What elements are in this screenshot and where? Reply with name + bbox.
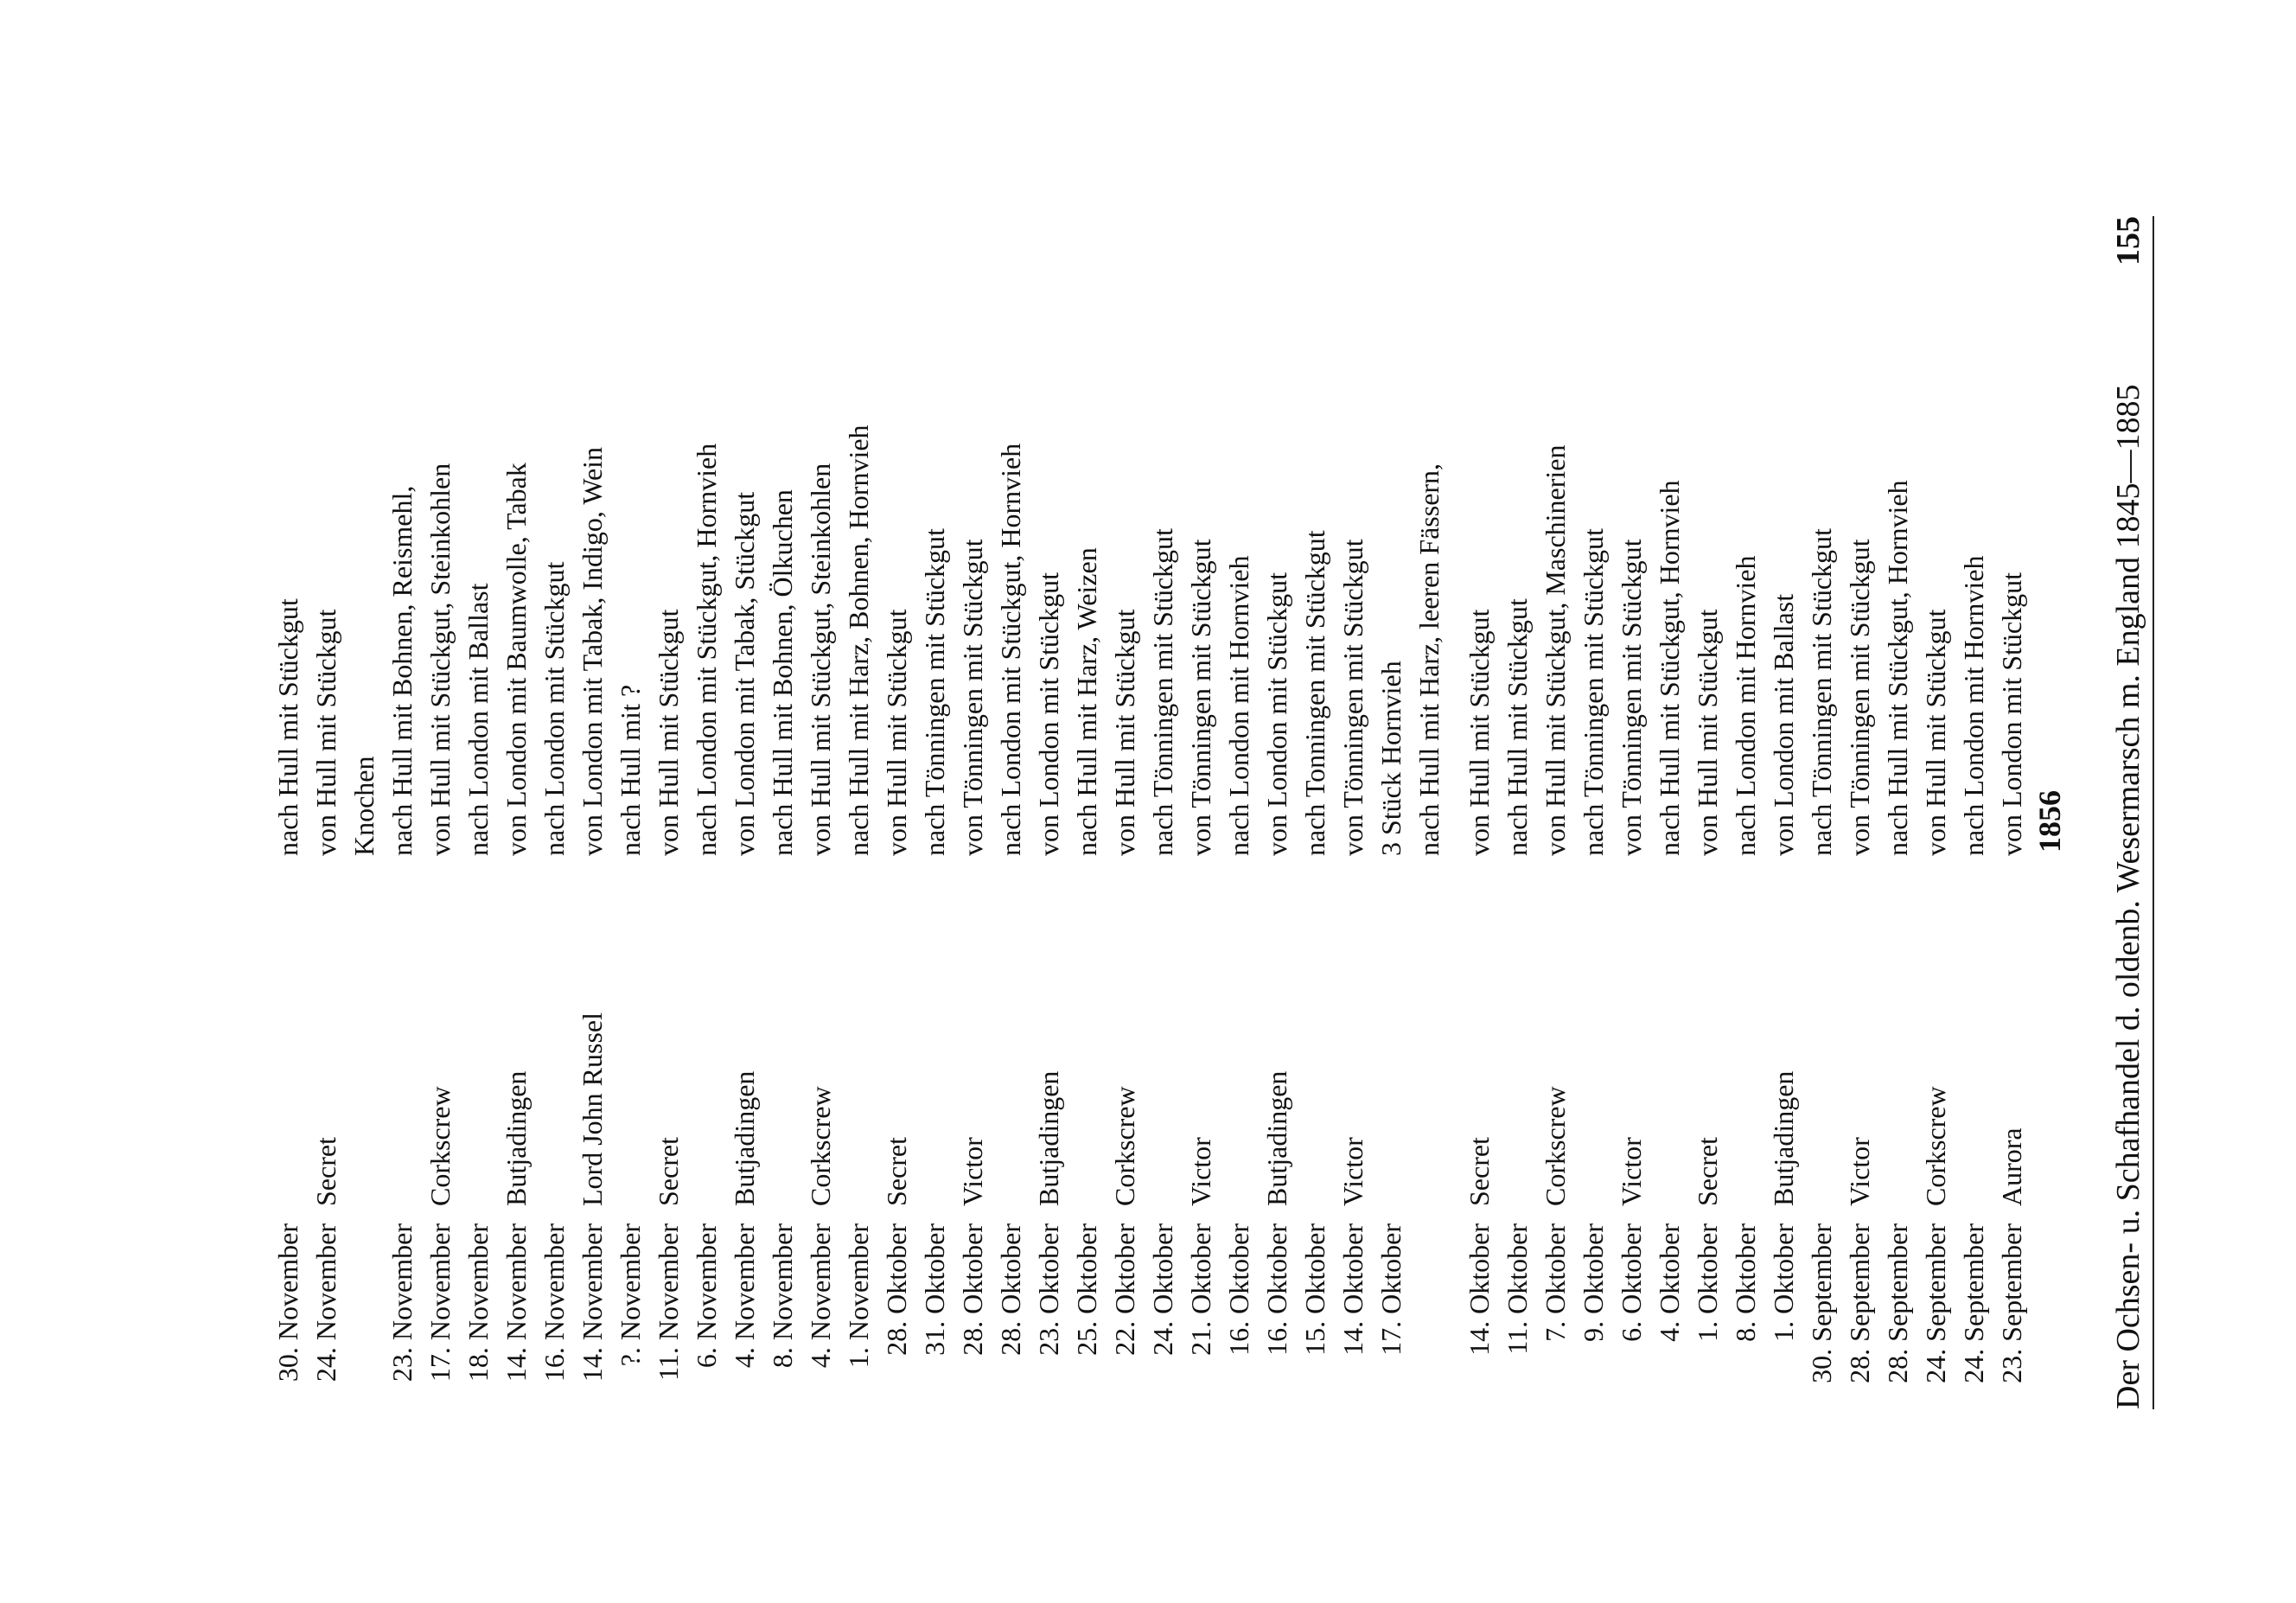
row-date: 14. Oktober [1464, 1223, 1495, 1356]
table-row [1878, 216, 1917, 1409]
row-description: nach London mit Stückgut, Hornvieh [691, 443, 722, 856]
row-description: nach Tonningen mit Stückgut [1299, 530, 1330, 856]
row-description: von London mit Baumwolle, Tabak [501, 463, 532, 856]
row-ship: Corkscrew [424, 1086, 456, 1206]
row-date: 18. November [462, 1223, 494, 1383]
row-date: 28. September [1882, 1223, 1913, 1383]
row-ship: Victor [1616, 1137, 1647, 1206]
row-date: 4. November [805, 1223, 836, 1369]
row-date: 14. November [577, 1223, 608, 1383]
row-date: 8. November [767, 1223, 798, 1369]
row-date: 16. Oktober [1223, 1223, 1254, 1356]
row-ship: Butjadingen [1768, 1070, 1799, 1206]
row-description: von Hull mit Stückgut [1109, 609, 1140, 856]
table-row [345, 216, 383, 1409]
row-ship: Secret [653, 1137, 684, 1206]
row-date: 28. Oktober [995, 1223, 1026, 1356]
row-description: nach Hull mit Bohnen, Reismehl, [386, 485, 418, 856]
row-ship: Victor [1185, 1137, 1216, 1206]
row-description: von Tönningen mit Stückgut [1185, 539, 1216, 856]
table-row [1650, 216, 1688, 1409]
row-description: von Hull mit Stückgut, Maschinerien [1540, 444, 1571, 856]
table-row [1993, 216, 2031, 1409]
row-date: 28. Oktober [881, 1223, 912, 1356]
row-description: von Hull mit Stückgut, Steinkohlen [805, 463, 836, 856]
header-title: Der Ochsen- u. Schafhandel d. oldenb. Wesermarsch m. England 1845—1885 [2110, 384, 2146, 1409]
table-row [1182, 216, 1220, 1409]
row-description: nach Tönningen mit Stückgut [1578, 528, 1609, 856]
table-row [1917, 216, 1955, 1409]
row-description: 3 Stück Hornvieh [1375, 661, 1406, 856]
row-description: von London mit Stückgut [1996, 572, 2027, 856]
row-description: nach Tönningen mit Stückgut [1147, 528, 1178, 856]
row-date: 24. Oktober [1147, 1223, 1178, 1356]
row-description: von London mit Stückgut [1261, 572, 1292, 856]
row-ship: Victor [1337, 1137, 1368, 1206]
table-row [611, 216, 649, 1409]
row-date: 28. Oktober [957, 1223, 988, 1356]
row-description: nach Hull mit Stückgut, Hornvieh [1654, 480, 1685, 856]
row-description: von Hull mit Stückgut [1464, 609, 1495, 856]
table-row [535, 216, 573, 1409]
row-date: 1. Oktober [1768, 1223, 1799, 1342]
table-row [1536, 216, 1574, 1409]
table-row [459, 216, 497, 1409]
row-ship: Butjadingen [1033, 1070, 1064, 1206]
year-heading: 1856 [2032, 790, 2067, 853]
row-description: von Hull mit Stückgut [653, 609, 684, 856]
row-description: nach London mit Hornvieh [1223, 555, 1254, 856]
row-description: nach Tönningen mit Stückgut [919, 528, 950, 856]
row-description: von Hull mit Stückgut [310, 609, 341, 856]
row-description: nach London mit Ballast [462, 583, 494, 856]
row-date: 23. Oktober [1033, 1223, 1064, 1356]
row-description: von Hull mit Stückgut [881, 609, 912, 856]
row-description: von Tönningen mit Stückgut [1616, 539, 1647, 856]
row-date: 15. Oktober [1299, 1223, 1330, 1356]
row-ship: Corkscrew [1109, 1086, 1140, 1206]
table-row [1498, 216, 1536, 1409]
table-row [1574, 216, 1612, 1409]
table-row [307, 216, 345, 1409]
table-row [687, 216, 725, 1409]
row-ship: Secret [881, 1137, 912, 1206]
row-ship: Victor [957, 1137, 988, 1206]
row-description: nach London mit Hornvieh [1730, 555, 1761, 856]
row-description: nach Hull mit Stückgut [1502, 598, 1533, 856]
row-date: 17. Oktober [1375, 1223, 1406, 1356]
table-row [839, 216, 877, 1409]
table-row [725, 216, 763, 1409]
row-date: 31. Oktober [919, 1223, 950, 1356]
table-row [1220, 216, 1258, 1409]
row-date: 25. Oktober [1071, 1223, 1102, 1356]
table-row [1334, 216, 1372, 1409]
row-description: nach Hull mit Harz, leeren Fässern, [1413, 463, 1445, 856]
table-row [649, 216, 687, 1409]
row-description: von London mit Tabak, Indigo, Wein [577, 446, 608, 856]
row-description: nach London mit Stückgut [539, 561, 570, 856]
row-date: 16. Oktober [1261, 1223, 1292, 1356]
row-date: ?. November [615, 1223, 646, 1367]
row-date: 17. November [424, 1223, 456, 1383]
row-date: 11. November [653, 1223, 684, 1381]
table-row [1802, 216, 1840, 1409]
row-description: nach Hull mit Stückgut [272, 598, 303, 856]
row-date: 21. Oktober [1185, 1223, 1216, 1356]
row-description: nach Hull mit Stückgut, Hornvieh [1882, 480, 1913, 856]
row-date: 22. Oktober [1109, 1223, 1140, 1356]
table-row [801, 216, 839, 1409]
row-date: 24. November [310, 1223, 341, 1383]
row-ship: Secret [1692, 1137, 1723, 1206]
row-ship: Lord John Russel [577, 1012, 608, 1206]
row-date: 30. September [1806, 1223, 1837, 1383]
row-description: von London mit Tabak, Stückgut [729, 491, 760, 856]
row-description: von Hull mit Stückgut, Steinkohlen [424, 463, 456, 856]
header-rule [2152, 216, 2154, 1409]
row-description: nach Hull mit ? [615, 684, 646, 856]
table-row [1372, 216, 1410, 1409]
row-ship: Butjadingen [729, 1070, 760, 1206]
table-row [1258, 216, 1296, 1409]
table-row [1144, 216, 1182, 1409]
row-description: nach Tönningen mit Stückgut [1806, 528, 1837, 856]
row-date: 8. Oktober [1730, 1223, 1761, 1342]
row-date: 28. September [1844, 1223, 1875, 1383]
table-row [1764, 216, 1802, 1409]
row-date: 11. Oktober [1502, 1223, 1533, 1355]
row-date: 4. Oktober [1654, 1223, 1685, 1342]
row-ship: Corkscrew [1920, 1086, 1951, 1206]
table-row [953, 216, 992, 1409]
row-date: 14. Oktober [1337, 1223, 1368, 1356]
table-row [269, 216, 307, 1409]
row-description: nach Hull mit Bohnen, Ölkuchen [767, 489, 798, 856]
row-date: 4. November [729, 1223, 760, 1369]
table-row [1955, 216, 1993, 1409]
row-description: nach London mit Stückgut, Hornvieh [995, 443, 1026, 856]
table-row [421, 216, 459, 1409]
row-ship: Corkscrew [805, 1086, 836, 1206]
row-description: nach Hull mit Harz, Bohnen, Hornvieh [843, 425, 874, 856]
row-date: 30. November [272, 1223, 303, 1383]
row-date: 1. November [843, 1223, 874, 1369]
table-row [1068, 216, 1106, 1409]
row-date: 1. Oktober [1692, 1223, 1723, 1342]
row-date: 14. November [501, 1223, 532, 1383]
table-row [1030, 216, 1068, 1409]
row-ship: Aurora [1996, 1127, 2027, 1206]
row-description: von Tönningen mit Stückgut [957, 539, 988, 856]
table-row [1460, 216, 1498, 1409]
rotated-book-page [272, 216, 2170, 1427]
table-row [1840, 216, 1878, 1409]
row-date: 23. September [1996, 1223, 2027, 1383]
row-date: 6. Oktober [1616, 1223, 1647, 1342]
row-date: 23. November [386, 1223, 418, 1383]
row-ship: Butjadingen [1261, 1070, 1292, 1206]
table-row [1410, 216, 1448, 1409]
row-description: nach Hull mit Harz, Weizen [1071, 547, 1102, 856]
row-ship: Secret [310, 1137, 341, 1206]
row-ship: Butjadingen [501, 1070, 532, 1206]
table-row [915, 216, 953, 1409]
row-ship: Corkscrew [1540, 1086, 1571, 1206]
row-date: 6. November [691, 1223, 722, 1369]
row-date: 9. Oktober [1578, 1223, 1609, 1342]
table-row [1106, 216, 1144, 1409]
table-row [877, 216, 915, 1409]
table-row [1688, 216, 1726, 1409]
table-row [1612, 216, 1650, 1409]
table-row [383, 216, 421, 1409]
row-date: 16. November [539, 1223, 570, 1383]
row-date: 24. September [1920, 1223, 1951, 1383]
row-description: nach London mit Hornvieh [1958, 555, 1989, 856]
table-row [992, 216, 1030, 1409]
table-row [763, 216, 801, 1409]
row-ship: Victor [1844, 1137, 1875, 1206]
row-description: Knochen [348, 756, 379, 856]
row-description: von London mit Ballast [1768, 593, 1799, 856]
row-description: von London mit Stückgut [1033, 572, 1064, 856]
row-ship: Secret [1464, 1137, 1495, 1206]
table-row [497, 216, 535, 1409]
row-date: 24. September [1958, 1223, 1989, 1383]
page-number: 155 [2110, 216, 2146, 265]
row-date: 7. Oktober [1540, 1223, 1571, 1342]
row-description: von Hull mit Stückgut [1692, 609, 1723, 856]
table-row [1296, 216, 1334, 1409]
table-row [573, 216, 611, 1409]
running-header [2109, 216, 2147, 1409]
table-row [1726, 216, 1764, 1409]
row-description: von Tönningen mit Stückgut [1337, 539, 1368, 856]
row-description: von Hull mit Stückgut [1920, 609, 1951, 856]
row-description: von Tönningen mit Stückgut [1844, 539, 1875, 856]
